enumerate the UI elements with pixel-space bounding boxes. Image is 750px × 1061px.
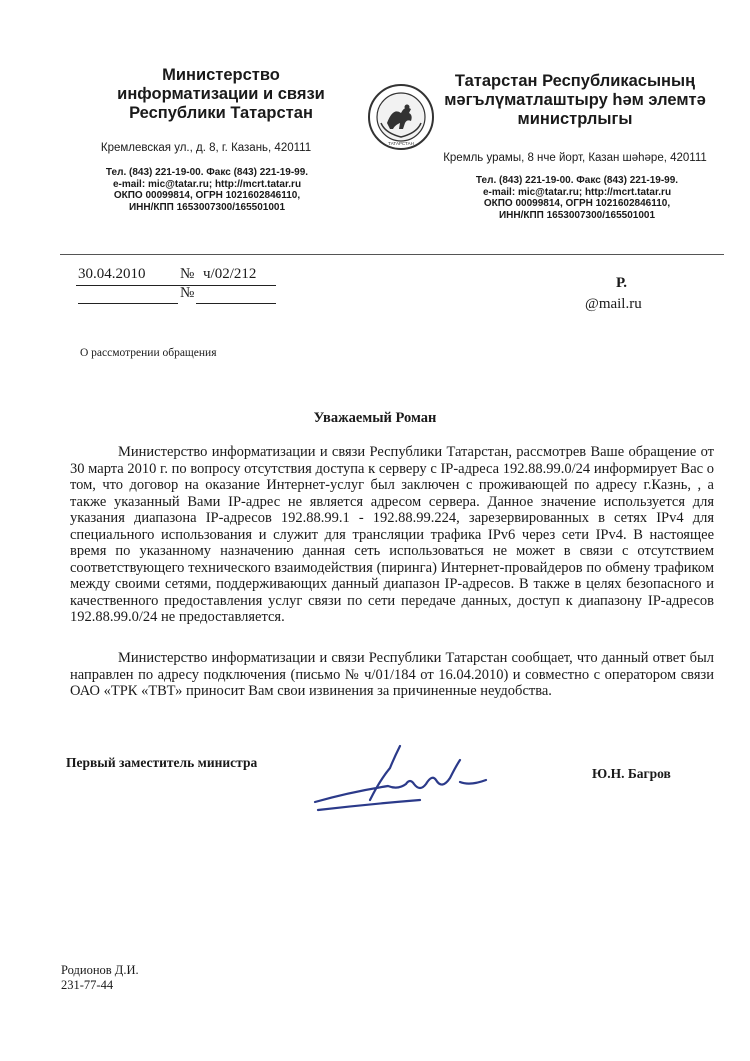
signer-name: Ю.Н. Багров	[592, 766, 671, 781]
ministry-name-russian	[96, 66, 346, 123]
paragraph-text: Министерство информатизации и связи Республики Татарстан, рассмотрев Ваше обращение от 30 марта 2010 г. по вопросу отсутствия доступа к серверу с IP-адреса 192.88.99.0/24 информирует Вас о том, что договор на оказание Интернет-услуг был заключен с проживающей по адресу г.Казнь, , а также указанный Вами IP-адрес не является адресом сервера. Данное значение используется для указания диапазона IP-адресов 192.88.99.1 - 192.88.99.224, зарезервированных в сетях IPv4 для специального использования и служит для трансляции трафика IPv6 через сети IPv4. В настоящее время по указанному назначению данная сеть использоваться не может в связи с отсутствием соответствующего технического взаимодействия (пиринга) Интернет-провайдеров по обмену трафиком между своими сетями, поддерживающих данный диапазон IP-адресов. В также в целях безопасного и качественного предоставления услуг связи по сети передаче данных, доступ к диапазону IP-адресов 192.88.99.0/24 не предоставляется.	[70, 444, 714, 625]
emblem-caption: ТАТАРСТАН	[388, 141, 414, 146]
paragraph-text: Министерство информатизации и связи Республики Татарстан сообщает, что данный ответ был направлен по адресу подключения (письмо № ч/01/184 от 16.04.2010) и совместно с оператором связи ОАО «ТРК «ТВТ» приносит Вам свои извинения за причиненные неудобства.	[70, 650, 714, 699]
ministry-contacts-tatar	[452, 175, 702, 221]
reply-date-line	[78, 303, 178, 304]
contact-line: e-mail: mic@tatar.ru; http://mcrt.tatar.ru	[112, 178, 302, 190]
contact-line: ИНН/КПП 1653007300/165501001	[128, 201, 286, 213]
ministry-contacts-russian	[92, 167, 322, 213]
ministry-name-line: информатизации и связи	[117, 85, 325, 103]
ministry-address-tatar: Кремль урамы, 8 нче йорт, Казан шәһәре, 420111	[443, 152, 707, 164]
handwritten-signature	[310, 740, 510, 820]
letter-number: ч/02/212	[203, 266, 257, 282]
executor-phone: 231-77-44	[61, 978, 114, 992]
contact-line: ОКПО 00099814, ОГРН 1021602846110,	[483, 198, 671, 209]
recipient-name: Р.	[616, 275, 628, 291]
number-sign: №	[180, 266, 195, 282]
letter-date: 30.04.2010	[78, 266, 146, 282]
body-paragraph-2	[70, 650, 714, 700]
contact-line: ОКПО 00099814, ОГРН 1021602846110,	[113, 190, 301, 201]
contact-line: Тел. (843) 221-19-00. Факс (843) 221-19-99.	[105, 167, 309, 178]
recipient-email: @mail.ru	[585, 296, 642, 312]
ministry-name-line: министрлыгы	[517, 110, 633, 128]
ministry-name-line: Татарстан Республикасының	[454, 72, 696, 90]
ministry-name-line: Республики Татарстан	[129, 104, 313, 122]
ministry-name-line: мәгълүматлаштыру һәм элемтә	[444, 91, 706, 109]
contact-line: e-mail: mic@tatar.ru; http://mcrt.tatar.ru	[482, 186, 672, 198]
executor-name: Родионов Д.И.	[61, 963, 139, 977]
tatarstan-emblem-icon	[367, 83, 435, 151]
ministry-name-tatar	[440, 72, 710, 129]
letter-subject: О рассмотрении обращения	[80, 347, 217, 359]
contact-line: ИНН/КПП 1653007300/165501001	[498, 209, 656, 221]
header-divider	[60, 254, 724, 255]
reply-number-line	[196, 303, 276, 304]
ministry-address-russian: Кремлевская ул., д. 8, г. Казань, 420111	[100, 142, 312, 154]
contact-line: Тел. (843) 221-19-00. Факс (843) 221-19-99.	[475, 175, 679, 186]
signer-title: Первый заместитель министра	[66, 755, 258, 770]
body-paragraph-1	[70, 444, 714, 626]
greeting: Уважаемый Роман	[313, 410, 437, 426]
reply-number-sign: №	[180, 285, 195, 301]
ministry-name-line: Министерство	[162, 66, 280, 84]
